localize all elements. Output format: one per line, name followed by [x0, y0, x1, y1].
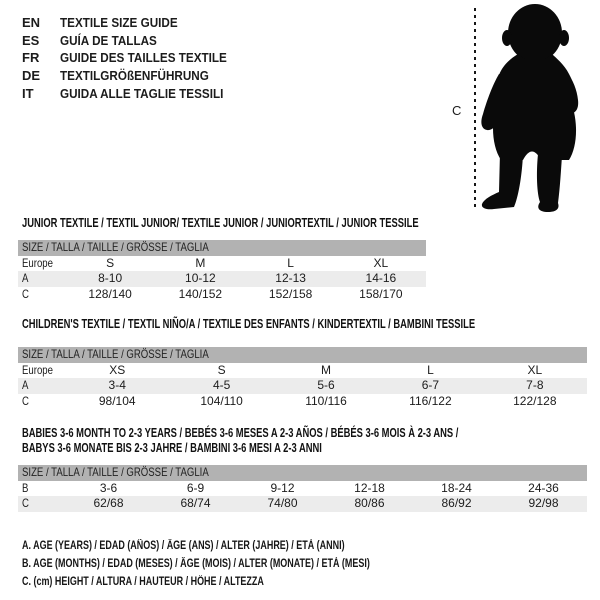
footnote-a	[22, 538, 468, 556]
height-cell: 74/80	[267, 496, 298, 510]
language-title: GUÍA DE TALLAS	[60, 32, 157, 48]
babies-size-table	[18, 465, 587, 512]
age-cell: 12-13	[275, 271, 306, 285]
language-row-en	[22, 14, 245, 32]
age-cell: 3-4	[108, 378, 126, 392]
age-cell: 7-8	[526, 378, 544, 392]
age-cell: 9-12	[270, 480, 295, 495]
age-cell: 3-6	[99, 480, 118, 495]
table-header-bar	[18, 240, 426, 256]
table-row-height	[18, 287, 426, 303]
age-cell: 4-5	[212, 378, 231, 392]
section-title-text: JUNIOR TEXTILE / TEXTIL JUNIOR/ TEXTILE JUNIOR / JUNIORTEXTIL / JUNIOR TESSILE	[22, 216, 419, 230]
language-title: GUIDA ALLE TAGLIE TESSILI	[60, 85, 224, 101]
table-row-height	[18, 496, 587, 512]
table-row-age	[18, 271, 426, 287]
children-size-table	[18, 347, 587, 409]
footnote-text: A. AGE (YEARS) / EDAD (AÑOS) / ÂGE (ANS) / ALTER (JAHRE) / ETÀ (ANNI)	[22, 540, 345, 552]
size-cell: L	[287, 255, 294, 270]
footnote-b	[22, 556, 468, 574]
age-cell: 6-7	[421, 378, 440, 392]
size-cell: XL	[373, 255, 389, 270]
table-header-text: SIZE / TALLA / TAILLE / GRÖSSE / TAGLIA	[22, 240, 209, 254]
age-cell: 18-24	[441, 480, 472, 495]
height-measure-label: C	[452, 103, 462, 118]
junior-size-table	[18, 240, 426, 302]
footnote-text: C. (cm) HEIGHT / ALTURA / HAUTEUR / HÖHE / ALTEZZA	[22, 575, 264, 588]
height-cell: 128/140	[88, 286, 132, 301]
language-row-es	[22, 32, 245, 50]
language-code: IT	[22, 85, 34, 101]
age-cell: 5-6	[317, 378, 335, 392]
height-measure-dashed-line	[474, 8, 476, 210]
height-cell: 62/68	[93, 496, 124, 510]
table-row-age-months	[18, 481, 587, 497]
table-row-europe	[18, 256, 426, 272]
age-cell: 8-10	[98, 271, 123, 285]
section-title-junior	[22, 216, 551, 231]
language-row-it	[22, 84, 245, 102]
language-title: GUIDE DES TAILLES TEXTILE	[60, 50, 227, 66]
height-cell: 158/170	[359, 286, 403, 301]
table-row-height	[18, 394, 587, 410]
row-label	[18, 394, 65, 410]
footnote-text: B. AGE (MONTHS) / EDAD (MESES) / ÂGE (MOIS) / ALTER (MONATE) / ETÀ (MESI)	[22, 557, 370, 570]
table-row-europe	[18, 363, 587, 379]
height-cell: 92/98	[528, 496, 559, 510]
age-cell: 6-9	[186, 480, 205, 495]
size-cell: M	[321, 362, 332, 377]
row-label-text: C	[22, 393, 29, 408]
section-title-text-line1: BABIES 3-6 MONTH TO 2-3 YEARS / BEBÉS 3-6 MESES A 2-3 AÑOS / BÉBÉS 3-6 MOIS À 2-3 ANS /	[22, 426, 459, 440]
language-code: EN	[22, 15, 41, 31]
table-header-text: SIZE / TALLA / TAILLE / GRÖSSE / TAGLIA	[22, 347, 209, 361]
row-label	[18, 256, 65, 272]
height-cell: 140/152	[178, 286, 223, 301]
height-cell: 80/86	[354, 496, 385, 510]
age-cell: 14-16	[365, 271, 397, 285]
section-title-babies	[22, 426, 600, 456]
row-label	[18, 496, 65, 512]
age-cell: 12-18	[354, 480, 385, 495]
row-label	[18, 481, 65, 497]
language-row-de	[22, 67, 245, 85]
age-cell: 24-36	[528, 480, 559, 495]
size-cell: S	[217, 362, 226, 377]
language-code: ES	[22, 32, 40, 48]
table-header-text: SIZE / TALLA / TAILLE / GRÖSSE / TAGLIA	[22, 465, 209, 479]
row-label-text: C	[22, 496, 29, 510]
row-label	[18, 378, 65, 394]
section-title-children	[22, 317, 600, 332]
section-title-text: CHILDREN'S TEXTILE / TEXTIL NIÑO/A / TEXTILE DES ENFANTS / KINDERTEXTIL / BAMBINI TESSILE	[22, 317, 476, 331]
table-row-age	[18, 378, 587, 394]
height-cell: 110/116	[305, 393, 347, 408]
language-row-fr	[22, 49, 245, 67]
height-cell: 152/158	[268, 286, 313, 301]
size-cell: XS	[109, 362, 126, 377]
row-label-text: C	[22, 286, 29, 301]
height-cell: 122/128	[513, 393, 557, 408]
language-title: TEXTILGRÖßENFÜHRUNG	[60, 68, 209, 84]
language-code: FR	[22, 50, 40, 66]
row-label	[18, 271, 65, 287]
language-title: TEXTILE SIZE GUIDE	[60, 15, 178, 31]
baby-silhouette-icon	[478, 2, 596, 214]
row-label-text: Europe	[22, 362, 53, 377]
footnotes	[22, 538, 468, 591]
row-label-text: A	[22, 271, 29, 285]
age-cell: 10-12	[185, 271, 216, 285]
height-cell: 116/122	[409, 393, 452, 408]
height-cell: 98/104	[98, 393, 136, 408]
row-label	[18, 287, 65, 303]
table-header-bar	[18, 465, 587, 481]
row-label	[18, 363, 65, 379]
footnote-c	[22, 574, 468, 592]
height-cell: 104/110	[200, 393, 243, 408]
size-cell: XL	[527, 362, 543, 377]
baby-figure	[450, 0, 600, 220]
row-label-text: B	[22, 480, 29, 495]
language-list	[22, 14, 245, 102]
size-cell: S	[106, 255, 115, 270]
height-cell: 86/92	[441, 496, 472, 510]
table-header-bar	[18, 347, 587, 363]
language-code: DE	[22, 68, 41, 84]
row-label-text: A	[22, 378, 29, 392]
height-cell: 68/74	[180, 496, 211, 510]
size-cell: L	[427, 362, 434, 377]
row-label-text: Europe	[22, 255, 53, 270]
section-title-text-line2: BABYS 3-6 MONATE BIS 2-3 JAHRE / BAMBINI 3-6 MESI A 2-3 ANNI	[22, 441, 322, 455]
size-cell: M	[195, 255, 206, 270]
